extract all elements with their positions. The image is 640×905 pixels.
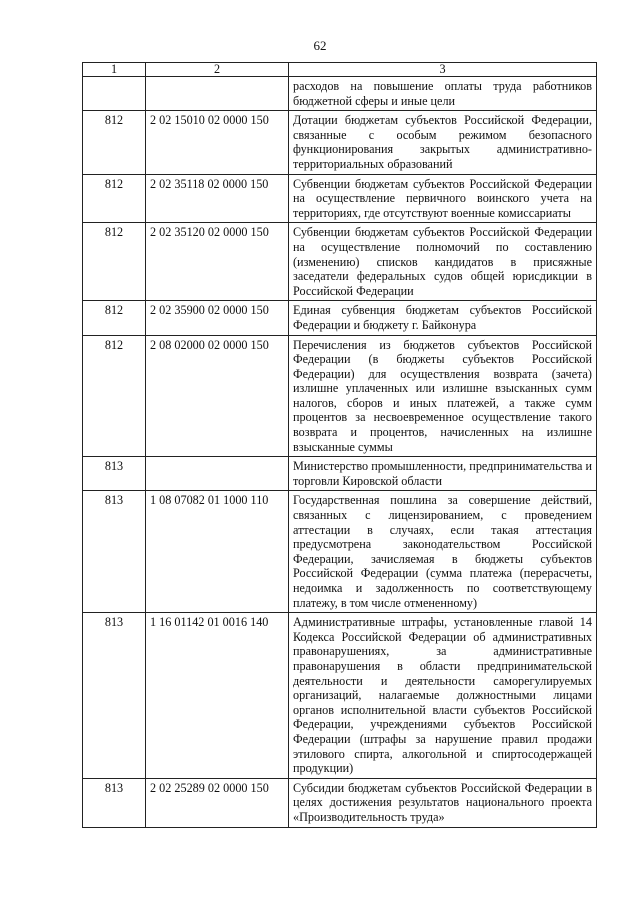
kbk-code-cell: 2 02 35120 02 0000 150 <box>146 223 289 301</box>
kbk-code-cell <box>146 457 289 491</box>
table-header-row <box>83 63 597 77</box>
table-row <box>83 301 597 335</box>
column-header-1: 1 <box>83 63 146 77</box>
admin-code-cell: 813 <box>83 491 146 613</box>
table-row <box>83 778 597 827</box>
description-cell: Государственная пошлина за совершение действий, связанных с лицензированием, с проведением аттестации в случаях, если такая аттестация предусмотрена законодательством Российской Федерации, зачисляемая в бюджеты субъектов Российской Федерации (сумма платежа (перерасчеты, недоимка и задолженность по соответствующему платежу, в том числе отмененному) <box>289 491 597 613</box>
description-cell: Субвенции бюджетам субъектов Российской Федерации на осуществление первичного воинского учета на территориях, где отсутствуют военные комиссариаты <box>289 174 597 223</box>
admin-code-cell: 813 <box>83 778 146 827</box>
table-row <box>83 491 597 613</box>
description-cell: Единая субвенция бюджетам субъектов Российской Федерации и бюджету г. Байконура <box>289 301 597 335</box>
admin-code-cell: 812 <box>83 301 146 335</box>
table-row <box>83 223 597 301</box>
admin-code-cell: 813 <box>83 457 146 491</box>
kbk-code-cell: 1 16 01142 01 0016 140 <box>146 613 289 779</box>
kbk-code-cell: 2 02 15010 02 0000 150 <box>146 111 289 174</box>
kbk-code-cell: 2 02 25289 02 0000 150 <box>146 778 289 827</box>
admin-code-cell: 812 <box>83 223 146 301</box>
budget-classification-table <box>82 62 597 828</box>
column-header-3: 3 <box>289 63 597 77</box>
kbk-code-cell <box>146 77 289 111</box>
description-cell: Субвенции бюджетам субъектов Российской Федерации на осуществление полномочий по составлению (изменению) списков кандидатов в присяжные заседатели федеральных судов общей юрисдикции в Российской Федерации <box>289 223 597 301</box>
description-cell: Административные штрафы, установленные главой 14 Кодекса Российской Федерации об административных правонарушениях, за административные правонарушения в области предпринимательской деятельности и деятельности саморегулируемых организаций, налагаемые должностными лицами органов исполнительной власти субъектов Российской Федерации, учреждениями субъектов Российской Федерации (штрафы за нарушение правил продажи этилового спирта, алкогольной и спиртосодержащей продукции) <box>289 613 597 779</box>
description-cell: Министерство промышленности, предпринимательства и торговли Кировской области <box>289 457 597 491</box>
description-cell: расходов на повышение оплаты труда работников бюджетной сферы и иные цели <box>289 77 597 111</box>
kbk-code-cell: 2 02 35900 02 0000 150 <box>146 301 289 335</box>
kbk-code-cell: 2 02 35118 02 0000 150 <box>146 174 289 223</box>
table-row <box>83 77 597 111</box>
kbk-code-cell: 2 08 02000 02 0000 150 <box>146 335 289 457</box>
table-row <box>83 613 597 779</box>
table-row <box>83 335 597 457</box>
description-cell: Перечисления из бюджетов субъектов Российской Федерации (в бюджеты субъектов Российской Федерации) для осуществления возврата (зачета) излишне уплаченных или излишне взысканных сумм налогов, сборов и иных платежей, а также сумм процентов за несвоевременное осуществление такого возврата и процентов, начисленных на излишне взысканные суммы <box>289 335 597 457</box>
table-row <box>83 111 597 174</box>
admin-code-cell: 813 <box>83 613 146 779</box>
admin-code-cell: 812 <box>83 111 146 174</box>
admin-code-cell: 812 <box>83 335 146 457</box>
column-header-2: 2 <box>146 63 289 77</box>
admin-code-cell: 812 <box>83 174 146 223</box>
table-row <box>83 174 597 223</box>
description-cell: Субсидии бюджетам субъектов Российской Федерации в целях достижения результатов национального проекта «Производительность труда» <box>289 778 597 827</box>
admin-code-cell <box>83 77 146 111</box>
table-row <box>83 457 597 491</box>
description-cell: Дотации бюджетам субъектов Российской Федерации, связанные с особым режимом безопасного функционирования закрытых административно-территориальных образований <box>289 111 597 174</box>
page-number: 62 <box>313 38 327 53</box>
kbk-code-cell: 1 08 07082 01 1000 110 <box>146 491 289 613</box>
